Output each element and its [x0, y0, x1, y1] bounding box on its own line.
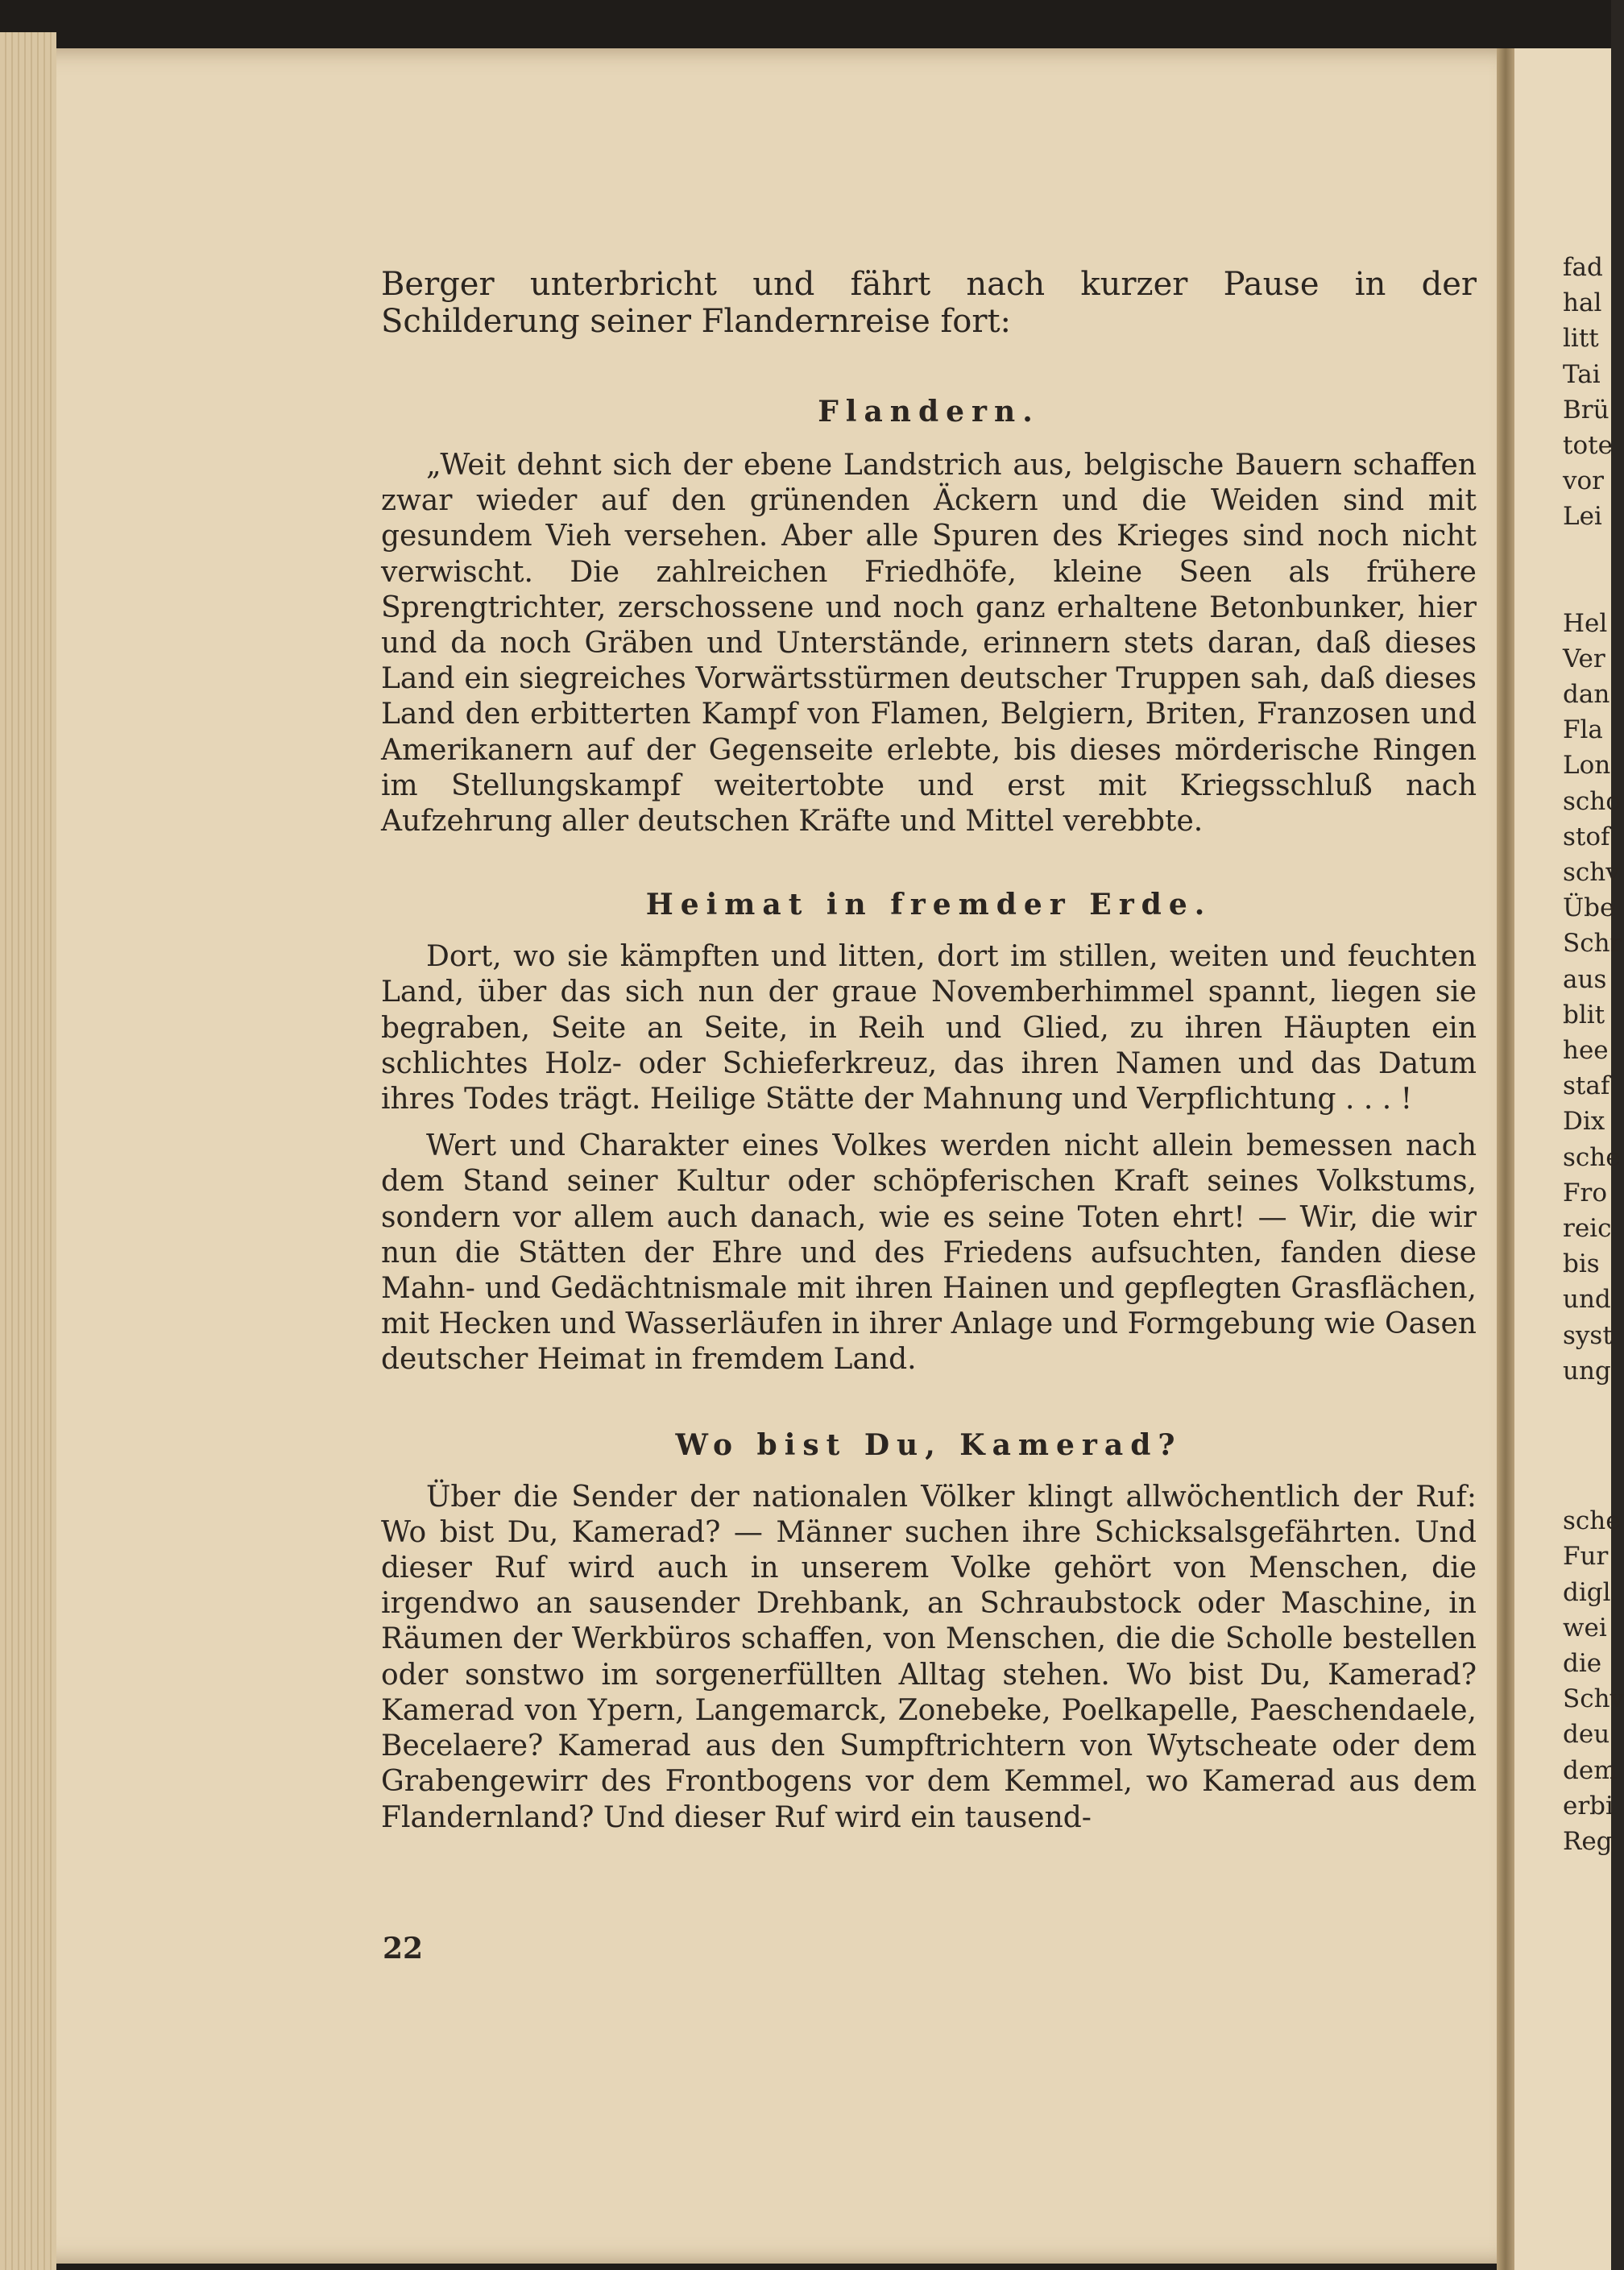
fragment: sche [1563, 1506, 1621, 1536]
section-heading: Heimat in fremder Erde. [645, 888, 1212, 922]
body-paragraph: Dort, wo sie kämpften und litten, dort im stillen, weiten und feuchten Land, über das sich nun der graue Novemberhimmel spannt, liegen sie begraben, Seite an Seite, in Reih und Glied, zu ihren Häupten ein schlichtes Holz- oder Schieferkreuz, das ihren Namen und das Datum ihres Todes trägt. Heilige Stätte der Mahnung und Verpflichtung . . . ! [381, 940, 1477, 1116]
fragment: die [1563, 1648, 1602, 1678]
fragment: ung [1563, 1356, 1611, 1386]
fragment: Hel [1563, 608, 1608, 638]
fragment: vor [1563, 466, 1604, 496]
facing-page-fragments [1563, 250, 1624, 1859]
fragment: Übe [1563, 893, 1615, 923]
fragment: hal [1563, 288, 1602, 318]
fragment: und [1563, 1285, 1611, 1315]
fragment: Fur [1563, 1542, 1609, 1572]
fragment: digl [1563, 1577, 1611, 1607]
fragment: dan [1563, 680, 1610, 710]
fragment: litt [1563, 324, 1599, 354]
fragment: Lon [1563, 751, 1611, 781]
fragment: blit [1563, 1000, 1605, 1029]
fragment: Reg [1563, 1826, 1613, 1856]
fragment: wei [1563, 1613, 1607, 1642]
fragment: Ver [1563, 644, 1605, 673]
fragment: aus [1563, 964, 1607, 994]
fragment: Fla [1563, 715, 1603, 745]
body-paragraph: Wert und Charakter eines Volkes werden nicht allein bemessen nach dem Stand seiner Kultur oder schöpferischen Kraft seines Volkstums, sondern vor allem auch danach, wie es seine Toten ehrt! — Wir, die wir nun die Stätten der Ehre und des Friedens aufsuchten, fanden diese Mahn- und Gedächtnismale mit ihren Hainen und gepflegten Grasflächen, mit Hecken und Wasserläufen in ihrer Anlage und Formgebung wie Oasen deutscher Heimat in fremdem Land. [381, 1129, 1477, 1377]
fragment: dem [1563, 1755, 1618, 1785]
body-paragraph: Über die Sender der nationalen Völker klingt allwöchentlich der Ruf: Wo bist Du, Kamerad? — Männer suchen ihre Schicksalsgefährten. Und dieser Ruf wird auch in unserem Volke gehört von Menschen, die irgendwo an sausender Drehbank, an Schraubstock oder Maschine, in Räumen der Werkbüros schaffen, von Menschen, die die Scholle bestellen oder sonstwo im sorgenerfüllten Alltag stehen. Wo bist Du, Kamerad? Kamerad von Ypern, Langemarck, Zonebeke, Poelkapelle, Paeschendaele, Becelaere? Kamerad aus den Sumpftrichtern von Wytscheate oder dem Grabengewirr des Frontbogens vor dem Kemmel, wo Kamerad aus dem Flandernland? Und dieser Ruf wird ein tausend- [381, 1480, 1477, 1834]
fragment: Tai [1563, 359, 1601, 389]
fragment: stof [1563, 822, 1610, 851]
fragment: fad [1563, 253, 1603, 282]
fragment: sche [1563, 1142, 1621, 1172]
fragment: Fro [1563, 1178, 1607, 1207]
fragment: Schv [1563, 1684, 1624, 1714]
page-content [381, 266, 1477, 1836]
fragment: Brü [1563, 395, 1610, 425]
fragment: Schr [1563, 929, 1622, 959]
fragment: tote [1563, 431, 1613, 461]
page-edges [0, 32, 56, 2270]
fragment: bis [1563, 1249, 1600, 1279]
section-heading: Wo bist Du, Kamerad? [675, 1427, 1183, 1462]
fragment: erbi [1563, 1791, 1614, 1821]
fragment: hee [1563, 1036, 1609, 1066]
fragment: scho [1563, 786, 1621, 816]
fragment: syst [1563, 1320, 1613, 1350]
fragment: schv [1563, 858, 1620, 888]
intro-paragraph: Berger unterbricht und fährt nach kurzer Pause in der Schilderung seiner Flandernreise fort: [381, 266, 1477, 340]
section-heading: Flandern. [818, 395, 1040, 429]
fragment: Lei [1563, 502, 1602, 532]
fragment: reic [1563, 1214, 1612, 1244]
fragment: staf [1563, 1071, 1610, 1101]
fragment: Dix [1563, 1107, 1605, 1137]
book-gutter [1497, 48, 1514, 2270]
body-paragraph: „Weit dehnt sich der ebene Landstrich aus, belgische Bauern schaffen zwar wieder auf den grünenden Äckern und die Weiden sind mit gesundem Vieh versehen. Aber alle Spuren des Krieges sind noch nicht verwischt. Die zahlreichen Friedhöfe, kleine Seen als frühere Sprengtrichter, zerschossene und noch ganz erhaltene Betonbunker, hier und da noch Gräben und Unterstände, erinnern stets daran, daß dieses Land ein siegreiches Vorwärtsstürmen deutscher Truppen sah, daß dieses Land den erbitterten Kampf von Flamen, Belgiern, Briten, Franzosen und Amerikanern auf der Gegenseite erlebte, bis dieses mörderische Ringen im Stellungskampf weitertobte und erst mit Kriegsschluß nach Aufzehrung aller deutschen Kräfte und Mittel verebbte. [381, 449, 1477, 839]
page-number: 22 [383, 1932, 424, 1966]
fragment: deu [1563, 1720, 1610, 1750]
